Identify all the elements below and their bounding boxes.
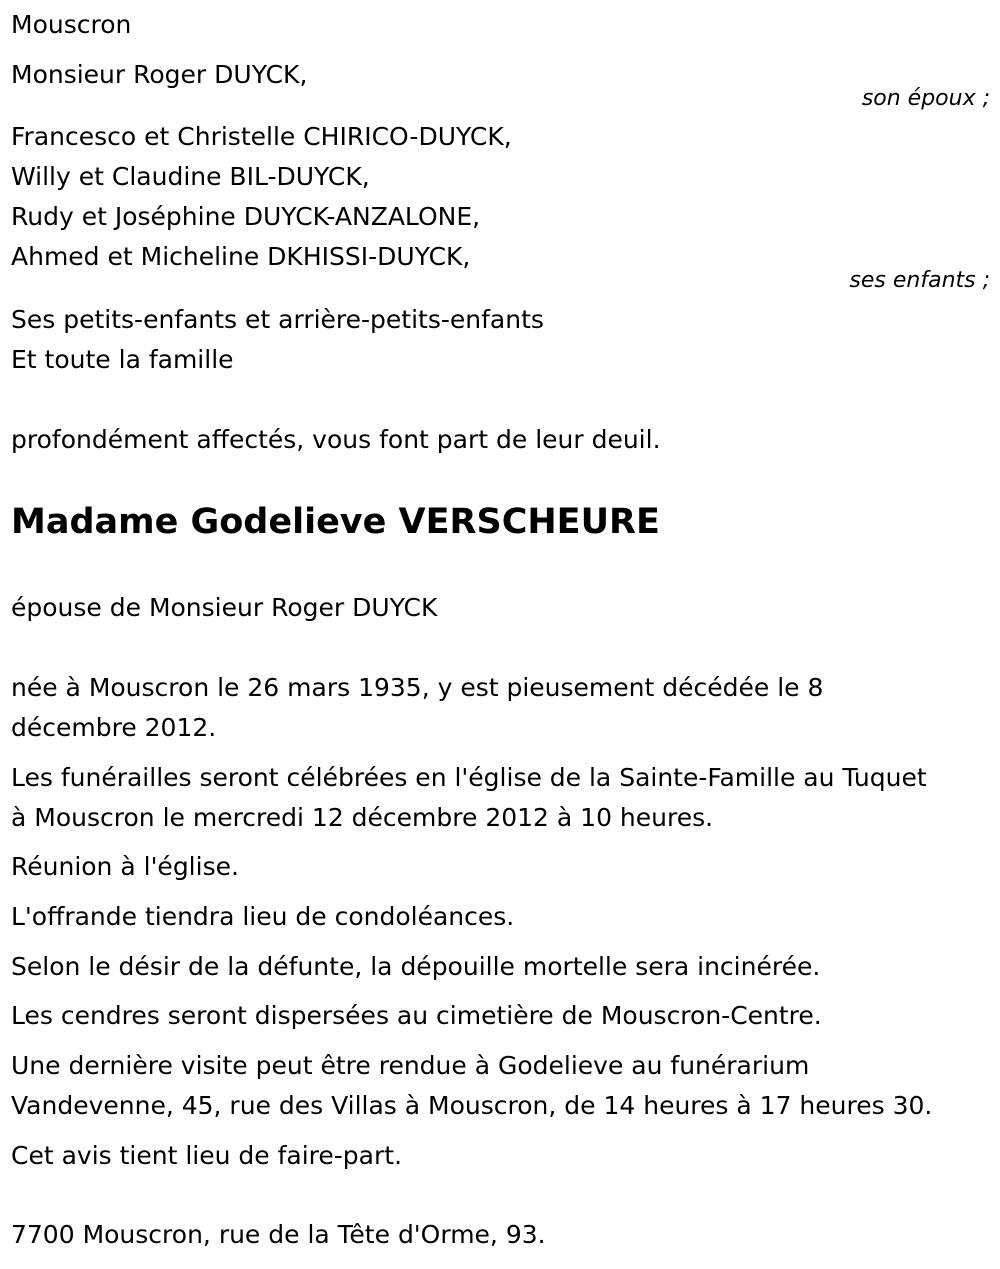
visit-line: Une dernière visite peut être rendue à Godelieve au funérarium bbox=[11, 1051, 810, 1080]
notice-text: Cet avis tient lieu de faire-part. bbox=[11, 1141, 403, 1170]
spouse-of-text: épouse de Monsieur Roger DUYCK bbox=[11, 593, 438, 622]
address-text: 7700 Mouscron, rue de la Tête d'Orme, 93. bbox=[11, 1220, 546, 1249]
intro-text: profondément affectés, vous font part de leur deuil. bbox=[11, 425, 661, 454]
ashes-text: Les cendres seront dispersées au cimetière de Mouscron-Centre. bbox=[11, 1001, 822, 1030]
offering-text: L'offrande tiendra lieu de condoléances. bbox=[11, 902, 515, 931]
visit-line: Vandevenne, 45, rue des Villas à Mouscron, de 14 heures à 17 heures 30. bbox=[11, 1091, 933, 1120]
cremation-text: Selon le désir de la défunte, la dépouille mortelle sera incinérée. bbox=[11, 952, 821, 981]
child-line: Rudy et Joséphine DUYCK-ANZALONE, bbox=[11, 202, 481, 231]
child-line: Francesco et Christelle CHIRICO-DUYCK, bbox=[11, 122, 512, 151]
family-line: Et toute la famille bbox=[11, 345, 234, 374]
family-line: Ses petits-enfants et arrière-petits-enfants bbox=[11, 305, 544, 334]
child-line: Willy et Claudine BIL-DUYCK, bbox=[11, 162, 370, 191]
spouse-name: Monsieur Roger DUYCK, bbox=[11, 60, 308, 89]
birth-death-line: née à Mouscron le 26 mars 1935, y est pieusement décédée le 8 bbox=[11, 673, 824, 702]
children-role: ses enfants ; bbox=[849, 268, 990, 293]
funeral-line: Les funérailles seront célébrées en l'église de la Sainte-Famille au Tuquet bbox=[11, 763, 927, 792]
spouse-role: son époux ; bbox=[861, 86, 990, 111]
location-heading: Mouscron bbox=[11, 10, 132, 39]
deceased-name: Madame Godelieve VERSCHEURE bbox=[11, 502, 660, 542]
child-line: Ahmed et Micheline DKHISSI-DUYCK, bbox=[11, 242, 471, 271]
funeral-line: à Mouscron le mercredi 12 décembre 2012 à 10 heures. bbox=[11, 803, 714, 832]
meeting-text: Réunion à l'église. bbox=[11, 852, 239, 881]
birth-death-line: décembre 2012. bbox=[11, 713, 217, 742]
